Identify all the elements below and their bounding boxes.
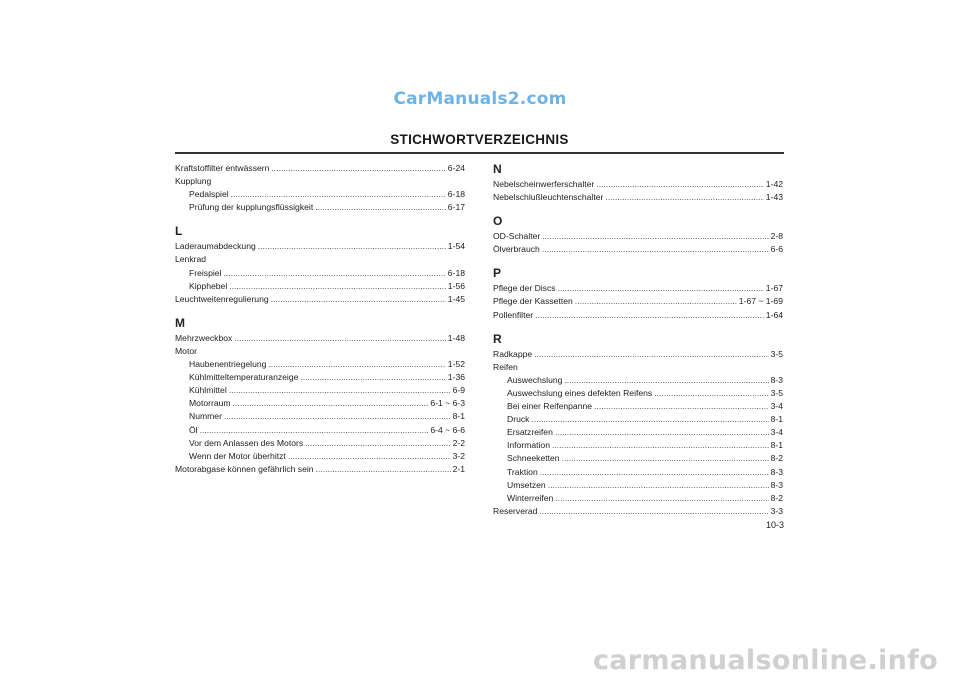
index-entry bbox=[493, 400, 783, 413]
entry-term: Umsetzen bbox=[507, 479, 546, 490]
index-entry bbox=[175, 201, 465, 214]
section-letter-n: N bbox=[493, 162, 502, 176]
entry-page-ref: 8-2 bbox=[770, 453, 783, 464]
entry-term: Prüfung der kupplungsflüssigkeit bbox=[189, 202, 314, 213]
section-letter-l: L bbox=[175, 224, 183, 239]
entry-page-ref: 1-48 bbox=[447, 332, 465, 343]
dot-leader bbox=[234, 332, 445, 345]
index-entry bbox=[493, 374, 783, 387]
dot-leader bbox=[223, 267, 445, 280]
index-entry bbox=[493, 230, 783, 243]
dot-leader bbox=[596, 178, 764, 191]
dot-leader bbox=[300, 371, 445, 384]
index-entry bbox=[493, 178, 783, 191]
entry-page-ref: 2-8 bbox=[770, 231, 783, 242]
entry-term: Ersatzreifen bbox=[507, 427, 553, 438]
entry-page-ref: 1-67 bbox=[765, 283, 783, 294]
dot-leader bbox=[231, 188, 446, 201]
section-letter-p: P bbox=[493, 266, 502, 281]
index-entry bbox=[175, 450, 465, 463]
entry-page-ref: 3-2 bbox=[452, 450, 465, 461]
dot-leader bbox=[539, 505, 768, 518]
index-entry bbox=[493, 413, 783, 426]
section-letter-o: O bbox=[493, 214, 503, 229]
entry-page-ref: 6-18 bbox=[447, 189, 465, 200]
title-divider bbox=[175, 152, 784, 154]
index-entry bbox=[175, 267, 465, 280]
index-section-k bbox=[175, 162, 465, 214]
entry-page-ref: 8-3 bbox=[770, 374, 783, 385]
dot-leader bbox=[594, 400, 769, 413]
index-entry bbox=[493, 492, 783, 505]
entry-term: Nummer bbox=[189, 411, 222, 422]
entry-page-ref: 1-36 bbox=[447, 372, 465, 383]
entry-term: Ölverbrauch bbox=[493, 244, 540, 255]
index-heading-entry: Motor bbox=[175, 345, 197, 356]
dot-leader bbox=[305, 437, 450, 450]
index-section-m bbox=[175, 332, 465, 476]
entry-term: Pflege der Kassetten bbox=[493, 296, 573, 307]
entry-page-ref: 3-4 bbox=[770, 427, 783, 438]
dot-leader bbox=[534, 348, 768, 361]
dot-leader bbox=[531, 413, 768, 426]
index-heading-entry: Kupplung bbox=[175, 176, 212, 187]
entry-page-ref: 1-45 bbox=[447, 293, 465, 304]
entry-page-ref: 1-56 bbox=[447, 280, 465, 291]
dot-leader bbox=[316, 463, 451, 476]
watermark-carmanualsonline: carmanualsonline.info bbox=[592, 645, 938, 676]
dot-leader bbox=[288, 450, 451, 463]
entry-term: Motorabgase können gefährlich sein bbox=[175, 463, 314, 474]
entry-term: Auswechslung bbox=[507, 374, 563, 385]
entry-page-ref: 8-1 bbox=[770, 440, 783, 451]
index-entry bbox=[175, 240, 465, 253]
index-entry bbox=[175, 437, 465, 450]
page-number: 10-3 bbox=[765, 520, 784, 530]
index-section-p bbox=[493, 282, 783, 321]
index-section-o bbox=[493, 230, 783, 256]
entry-term: Leuchtweitenregulierung bbox=[175, 293, 269, 304]
index-entry bbox=[175, 162, 465, 175]
page-title: STICHWORTVERZEICHNIS bbox=[390, 132, 569, 147]
entry-term: Information bbox=[507, 440, 550, 451]
entry-page-ref: 2-1 bbox=[452, 463, 465, 474]
index-entry bbox=[493, 243, 783, 256]
index-entry bbox=[493, 466, 783, 479]
entry-term: Kühlmittel bbox=[189, 385, 227, 396]
entry-term: Wenn der Motor überhitzt bbox=[189, 450, 286, 461]
entry-term: Winterreifen bbox=[507, 492, 554, 503]
dot-leader bbox=[535, 309, 764, 322]
index-entry bbox=[175, 397, 465, 410]
section-letter-r: R bbox=[493, 331, 502, 346]
index-entry bbox=[175, 424, 465, 437]
entry-page-ref: 1-42 bbox=[765, 179, 783, 189]
index-entry bbox=[175, 293, 465, 306]
entry-page-ref: 3-5 bbox=[770, 387, 783, 398]
entry-page-ref: 6-9 bbox=[452, 385, 465, 396]
dot-leader bbox=[268, 358, 445, 371]
entry-page-ref: 1-52 bbox=[447, 359, 465, 370]
entry-page-ref: 6-24 bbox=[447, 163, 465, 173]
index-section-n bbox=[493, 178, 783, 204]
index-entry bbox=[175, 358, 465, 371]
entry-term: Radkappe bbox=[493, 348, 533, 359]
dot-leader bbox=[558, 282, 764, 295]
index-entry bbox=[493, 426, 783, 439]
entry-term: Reserverad bbox=[493, 505, 538, 516]
index-entry bbox=[493, 348, 783, 361]
entry-page-ref: 8-3 bbox=[770, 479, 783, 490]
entry-page-ref: 6-17 bbox=[447, 202, 465, 213]
entry-term: Haubenentriegelung bbox=[189, 359, 267, 370]
index-heading-entry: Reifen bbox=[493, 361, 518, 372]
dot-leader bbox=[229, 280, 446, 293]
entry-page-ref: 6-4 ~ 6-6 bbox=[430, 424, 465, 435]
dot-leader bbox=[233, 397, 429, 410]
index-column-left bbox=[175, 162, 465, 476]
index-entry bbox=[175, 410, 465, 423]
dot-leader bbox=[542, 230, 768, 243]
dot-leader bbox=[540, 466, 769, 479]
index-entry bbox=[175, 332, 465, 345]
entry-page-ref: 3-5 bbox=[770, 348, 783, 359]
entry-term: Pflege der Discs bbox=[493, 283, 556, 294]
entry-page-ref: 1-43 bbox=[765, 192, 783, 203]
index-entry bbox=[493, 505, 783, 518]
dot-leader bbox=[552, 439, 769, 452]
entry-term: OD-Schalter bbox=[493, 231, 541, 242]
entry-page-ref: 3-4 bbox=[770, 401, 783, 412]
entry-page-ref: 8-1 bbox=[452, 411, 465, 422]
entry-term: Kraftstoffilter entwässern bbox=[175, 163, 270, 173]
index-entry bbox=[493, 387, 783, 400]
index-entry bbox=[175, 188, 465, 201]
index-entry bbox=[493, 295, 783, 308]
entry-page-ref: 8-1 bbox=[770, 414, 783, 425]
index-heading-entry: Lenkrad bbox=[175, 254, 207, 265]
dot-leader bbox=[258, 240, 446, 253]
entry-term: Nebelschlußleuchtenschalter bbox=[493, 192, 604, 203]
index-entry bbox=[175, 463, 465, 476]
entry-page-ref: 1-67 ~ 1-69 bbox=[738, 296, 783, 307]
dot-leader bbox=[562, 452, 769, 465]
dot-leader bbox=[271, 293, 446, 306]
dot-leader bbox=[654, 387, 768, 400]
entry-page-ref: 1-54 bbox=[447, 241, 465, 252]
index-entry bbox=[175, 384, 465, 397]
entry-term: Öl bbox=[189, 424, 198, 435]
dot-leader bbox=[575, 295, 737, 308]
index-entry bbox=[493, 452, 783, 465]
watermark-carmanuals2: CarManuals2.com bbox=[393, 89, 567, 109]
entry-term: Vor dem Anlassen des Motors bbox=[189, 437, 304, 448]
dot-leader bbox=[555, 426, 769, 439]
entry-page-ref: 6-18 bbox=[447, 267, 465, 278]
entry-term: Freispiel bbox=[189, 267, 222, 278]
entry-page-ref: 8-3 bbox=[770, 466, 783, 477]
entry-term: Pollenfilter bbox=[493, 309, 534, 320]
dot-leader bbox=[229, 384, 451, 397]
dot-leader bbox=[605, 191, 763, 204]
dot-leader bbox=[224, 410, 451, 423]
entry-term: Auswechslung eines defekten Reifens bbox=[507, 387, 653, 398]
entry-term: Nebelscheinwerferschalter bbox=[493, 179, 595, 189]
index-section-l bbox=[175, 240, 465, 305]
index-entry bbox=[493, 439, 783, 452]
index-entry bbox=[175, 280, 465, 293]
entry-page-ref: 6-1 ~ 6-3 bbox=[430, 398, 465, 409]
dot-leader bbox=[542, 243, 769, 256]
entry-term: Bei einer Reifenpanne bbox=[507, 401, 593, 412]
dot-leader bbox=[271, 162, 445, 175]
index-column-right bbox=[493, 162, 783, 518]
dot-leader bbox=[555, 492, 768, 505]
index-entry bbox=[175, 371, 465, 384]
index-entry bbox=[493, 191, 783, 204]
entry-term: Mehrzweckbox bbox=[175, 332, 233, 343]
entry-term: Traktion bbox=[507, 466, 538, 477]
index-section-r bbox=[493, 348, 783, 518]
entry-term: Pedalspiel bbox=[189, 189, 229, 200]
entry-page-ref: 3-3 bbox=[770, 505, 783, 516]
dot-leader bbox=[548, 479, 769, 492]
entry-page-ref: 8-2 bbox=[770, 492, 783, 503]
entry-term: Kühlmitteltemperaturanzeige bbox=[189, 372, 299, 383]
dot-leader bbox=[200, 424, 429, 437]
entry-term: Kipphebel bbox=[189, 280, 228, 291]
entry-term: Druck bbox=[507, 414, 530, 425]
entry-page-ref: 6-6 bbox=[770, 244, 783, 255]
index-entry bbox=[493, 479, 783, 492]
index-entry bbox=[493, 282, 783, 295]
entry-term: Schneeketten bbox=[507, 453, 560, 464]
entry-page-ref: 2-2 bbox=[452, 437, 465, 448]
entry-term: Motorraum bbox=[189, 398, 231, 409]
entry-term: Laderaumabdeckung bbox=[175, 241, 256, 252]
section-letter-m: M bbox=[175, 315, 185, 330]
index-entry bbox=[493, 309, 783, 322]
entry-page-ref: 1-64 bbox=[765, 309, 783, 320]
dot-leader bbox=[564, 374, 768, 387]
dot-leader bbox=[315, 201, 446, 214]
